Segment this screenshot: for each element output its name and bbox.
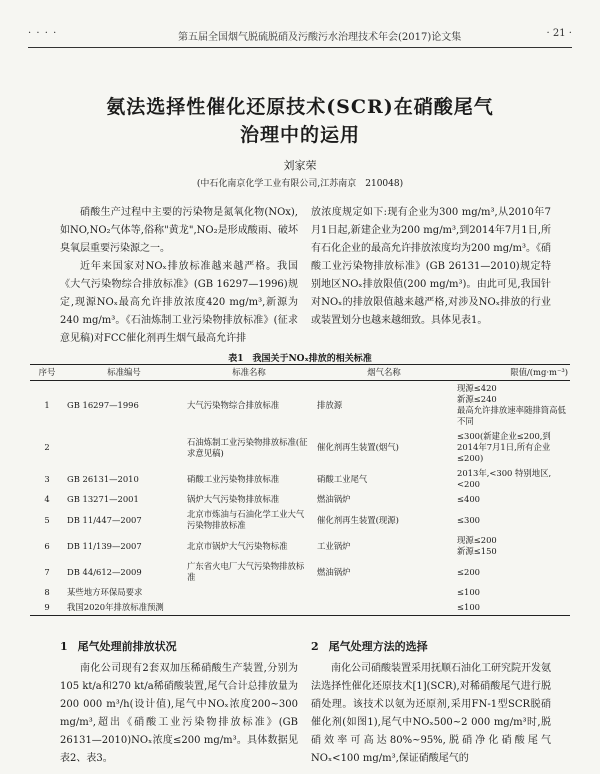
- section-1-text: 南化公司现有2套双加压稀硝酸生产装置,分别为105 kt/a和270 kt/a稀硝酸装置,尾气合计总排放量为200 000 m³/h(设计值),尾气中NOₓ浓度200~300 mg/m³,超出《硝酸工业污染物排放标准》(GB 26131—2010)NOₓ浓度≤200 mg/m³。具体数据见表2、表3。: [60, 663, 298, 764]
- cell-index: 9: [30, 600, 64, 616]
- section-2-heading: [311, 638, 428, 654]
- cell-code: [64, 429, 184, 466]
- cell-name: [184, 600, 314, 616]
- header-dots: · · · ·: [28, 28, 58, 39]
- right-paragraph-1: 放浓度规定如下:现有企业为300 mg/m³,从2010年7月1日起,新建企业为200 mg/m³,到2014年7月1日,所有石化企业的最高允许排放浓度均为200 mg/m³。《硝酸工业污染物排放标准》(GB 26131—2010)规定特别地区NOₓ排放限值(200 mg/m³)。由此可见,我国针对NOₓ的排放限值越来越严格,对涉及NOₓ排放的行业或装置划分也越来越细致。具体见表1。: [311, 207, 552, 326]
- cell-index: 5: [44, 514, 50, 525]
- table-row: [30, 507, 570, 533]
- header-title: 第五届全国烟气脱硫脱硝及污酸污水治理技术年会(2017)论文集: [178, 32, 462, 43]
- col-header-limit: 限值/(mg·m⁻³): [454, 365, 570, 381]
- cell-code: GB 13271—2001: [67, 494, 139, 504]
- section-1-number: 1: [60, 640, 68, 653]
- cell-limit: ≤100: [457, 587, 481, 597]
- cell-name: 硝酸工业污染物排放标准: [187, 473, 280, 484]
- right-column: [311, 204, 551, 330]
- col-header-index: 序号: [30, 365, 64, 381]
- cell-gas: 工业锅炉: [317, 540, 351, 551]
- affiliation: (中石化南京化学工业有限公司,江苏南京 210048): [196, 179, 404, 189]
- cell-index: 4: [44, 494, 50, 504]
- cell-limit: ≤100: [454, 600, 570, 616]
- cell-gas: 燃油锅炉: [317, 494, 351, 504]
- cell-limit: ≤300: [457, 514, 481, 525]
- table-row: [30, 381, 570, 430]
- section-2-number: 2: [311, 640, 319, 653]
- paper-title-line1: 氨法选择性催化还原技术(SCR)在硝酸尾气: [106, 96, 494, 118]
- cell-gas: 排放源: [317, 399, 343, 410]
- table-row: [30, 429, 570, 466]
- cell-name: [184, 585, 314, 600]
- paper-title-line2: 治理中的运用: [239, 124, 360, 146]
- table-header-row: [30, 365, 570, 381]
- cell-name: 锅炉大气污染物排放标准: [187, 494, 280, 504]
- table-body: [30, 381, 570, 616]
- cell-index: 6: [44, 540, 50, 551]
- author: 刘家荣: [283, 159, 317, 172]
- cell-index: 2: [44, 442, 50, 452]
- cell-limit: ≤200: [457, 566, 481, 577]
- cell-limit: ≤300(新建企业≤200,到2014年7月1日,所有企业≤200): [457, 431, 551, 463]
- left-paragraph-2: 近年来国家对NOₓ排放标准越来越严格。我国《大气污染物综合排放标准》(GB 16297—1996)规定,现源NOₓ最高允许排放浓度420 mg/m³,新源为240 mg/m³。《石油炼制工业污染物排放标准》(征求意见稿)对FCC催化剂再生烟气最高允许排: [60, 261, 298, 344]
- cell-name: 北京市锅炉大气污染物标准: [187, 540, 288, 551]
- table-row: [30, 466, 570, 492]
- cell-gas: 硝酸工业尾气: [317, 473, 368, 484]
- cell-gas: 催化剂再生装置(烟气): [317, 442, 399, 452]
- cell-index: 8: [44, 587, 50, 597]
- cell-limit: ≤400: [457, 494, 481, 504]
- cell-index: 1: [44, 399, 50, 410]
- cell-name: 北京市炼油与石油化学工业大气污染物排放标准: [187, 509, 305, 530]
- cell-code: DB 44/612—2009: [67, 566, 142, 577]
- cell-gas: [314, 600, 454, 616]
- section-2-body: [311, 660, 551, 768]
- cell-index: 7: [44, 566, 50, 577]
- header-rule: [28, 47, 572, 48]
- cell-code: 我国2020年排放标准预测: [64, 600, 184, 616]
- section-2-text: 南化公司硝酸装置采用抚顺石油化工研究院开发氨法选择性催化还原技术[1](SCR),对稀硝酸尾气进行脱硝处理。该技术以氨为还原剂,采用FN-1型SCR脱硝催化剂(如图1),尾气中NOₓ500~2 000 mg/m³时,脱硝效率可高达80%~95%,脱硝净化硝酸尾气NOₓ<100 mg/m³,保证硝酸尾气的: [311, 663, 551, 764]
- col-header-name: 标准名称: [184, 365, 314, 381]
- cell-gas: 催化剂再生装置(现源): [317, 514, 399, 525]
- table-row: [30, 585, 570, 600]
- col-header-gas: 烟气名称: [314, 365, 454, 381]
- cell-code: DB 11/447—2007: [67, 514, 142, 525]
- cell-name: 广东省火电厂大气污染物排放标准: [187, 561, 305, 582]
- cell-code: GB 26131—2010: [67, 473, 139, 484]
- table-row: [30, 600, 570, 616]
- left-paragraph-1: 硝酸生产过程中主要的污染物是氮氧化物(NOx),如NO,NO₂气体等,俗称"黄龙",NO₂是形成酸雨、破坏臭氧层重要污染源之一。: [60, 207, 298, 254]
- cell-limit: 现源≤200 新源≤150: [457, 535, 497, 556]
- section-1-title: 尾气处理前排放状况: [77, 640, 177, 653]
- cell-code: DB 11/139—2007: [67, 540, 142, 551]
- cell-name: 石油炼制工业污染物排放标准(征求意见稿): [187, 436, 308, 458]
- cell-code: 某些地方环保局要求: [67, 587, 143, 597]
- table-caption: 表1 我国关于NOₓ排放的相关标准: [228, 354, 372, 364]
- section-1-heading: [60, 638, 177, 654]
- left-column: [60, 204, 298, 348]
- table-row: [30, 492, 570, 507]
- page-number: · 21 ·: [546, 28, 572, 39]
- section-1-body: [60, 660, 298, 768]
- cell-code: GB 16297—1996: [67, 399, 139, 410]
- running-header: [28, 28, 572, 46]
- cell-index: 3: [44, 473, 50, 484]
- cell-gas: 燃油锅炉: [317, 566, 351, 577]
- cell-name: 大气污染物综合排放标准: [187, 399, 280, 410]
- standards-table: [30, 364, 570, 616]
- table-row: [30, 559, 570, 585]
- cell-limit: 现源≤420 新源≤240 最高允许排放速率随排筒高低不同: [457, 383, 566, 426]
- table-row: [30, 533, 570, 559]
- section-2-title: 尾气处理方法的选择: [328, 640, 428, 653]
- cell-limit: 2013年,<300 特别地区,<200: [457, 468, 552, 489]
- col-header-code: 标准编号: [64, 365, 184, 381]
- cell-gas: [314, 585, 454, 600]
